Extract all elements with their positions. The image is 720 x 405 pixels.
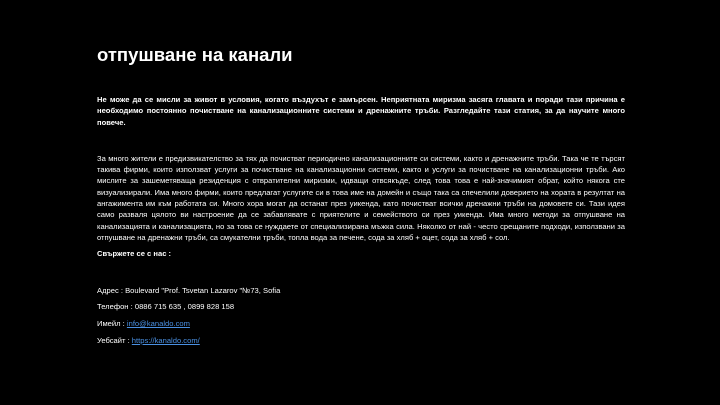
address-value: Boulevard "Prof. Tsvetan Lazarov "№73, Sofia bbox=[125, 285, 281, 295]
email-line bbox=[97, 318, 625, 329]
page-title: отпушване на канали bbox=[97, 44, 293, 65]
phone-value: 0886 715 635 , 0899 828 158 bbox=[134, 302, 235, 312]
phone-label: Телефон : bbox=[97, 302, 135, 312]
website-line bbox=[97, 335, 625, 346]
intro-paragraph: Не може да се мисли за живот в условия, когато въздухът е замърсен. Неприятната миризма засяга главата и поради тази причина е необходимо постоянно почистване на канализационните системи и дренажните тръби. Разгледайте тази статия, за да научите много повече. bbox=[97, 95, 625, 127]
website-label: Уебсайт : bbox=[97, 335, 132, 345]
body-paragraph: За много жители е предизвикателство за тях да почистват периодично канализационните си системи, както и дренажните тръби. Така че те търсят такива фирми, които използват услуги за почистване на канализационни системи, както и услуги за почистване на канализационни тръби. Ако мислите за зашеметяваща резиденция с отвратителни миризми, идващи отвсякъде, след това това е най-значимият обрат, който някога сте визуализирали. Има много фирми, които предлагат услугите си в това име на домейн и също така са спечелили доверието на хората в резултат на ангажимента им към работата си. Много хора могат да останат през уикенда, като почистват всички дренажни тръби на домовете си. Тази идея само разваля цялото ви настроение да се забавлявате с приятелите и семейството си през уикенда. Има много методи за отпушване на канализацията и канализацията, но за това се нуждаете от специализирана мъжка сила. Няколко от най - често срещаните подходи, използвани за отпушване на дренажни тръби, са смукателни тръби, топла вода за печене, сода за хляб + оцет, сода за хляб + сол. bbox=[97, 153, 625, 242]
email-label: Имейл : bbox=[97, 319, 127, 329]
email-link[interactable]: info@kanaldo.com bbox=[126, 319, 190, 329]
address-line bbox=[97, 285, 625, 296]
website-link[interactable]: https://kanaldo.com/ bbox=[131, 335, 200, 345]
contact-heading: Свържете се с нас : bbox=[97, 249, 172, 259]
address-label: Адрес : bbox=[97, 285, 126, 295]
content-block bbox=[97, 94, 625, 346]
phone-line bbox=[97, 301, 625, 312]
